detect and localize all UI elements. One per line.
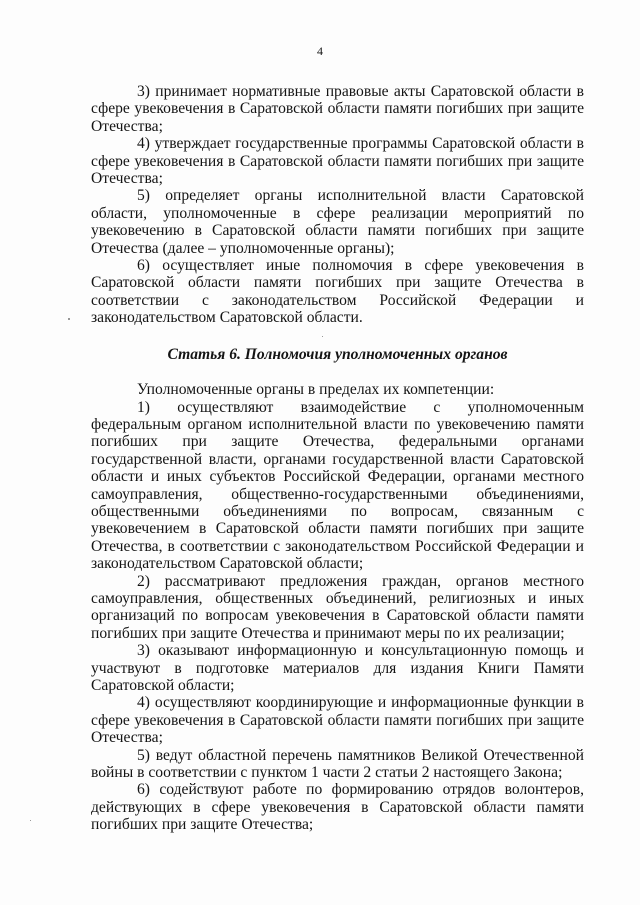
document-body [91, 83, 584, 834]
paragraph-powers-6: 6) осуществляет иные полномочия в сфере увековечения в Саратовской области памяти погибших при защите Отечества в соответствии с законодательством Российской Федерации и законодательством Саратовской области. [91, 257, 584, 327]
article-6-item-1: 1) осуществляют взаимодействие с уполномоченным федеральным органом исполнительной власти по увековечению памяти погибших при защите Отечества, федеральными органами государственной власти, органами государственной власти Саратовской области и иных субъектов Российской Федерации, органами местного самоуправления, общественно-государственными объединениями, общественными объединениями по вопросам, связанным с увековечением в Саратовской области памяти погибших при защите Отечества, в соответствии с законодательством Российской Федерации и законодательством Саратовской области; [91, 398, 584, 573]
article-6-intro: Уполномоченные органы в пределах их компетенции: [137, 381, 495, 399]
article-6-heading: Статья 6. Полномочия уполномоченных органов [167, 345, 508, 363]
paragraph-powers-5: 5) определяет органы исполнительной власти Саратовской области, уполномоченные в сфере реализации мероприятий по увековечению в Саратовской области памяти погибших при защите Отечества (далее – уполномоченные органы); [91, 187, 584, 257]
article-6-item-5: 5) ведут областной перечень памятников Великой Отечественной войны в соответствии с пунктом 1 части 2 статьи 2 настоящего Закона; [91, 746, 584, 782]
page-number: 4 [317, 44, 323, 58]
scan-speck [322, 336, 323, 337]
scan-speck [68, 318, 70, 320]
paragraph-powers-3: 3) принимает нормативные правовые акты Саратовской области в сфере увековечения в Саратовской области памяти погибших при защите Отечества; [91, 83, 584, 135]
scan-speck [30, 820, 31, 821]
paragraph-powers-4: 4) утверждает государственные программы Саратовской области в сфере увековечения в Саратовской области памяти погибших при защите Отечества; [91, 135, 584, 188]
article-6-item-4: 4) осуществляют координирующие и информационные функции в сфере увековечения в Саратовской области памяти погибших при защите Отечества; [91, 694, 584, 747]
article-6-item-2: 2) рассматривают предложения граждан, органов местного самоуправления, общественных объединений, религиозных и иных организаций по вопросам увековечения в Саратовской области памяти погибших при защите Отечества и принимают меры по их реализации; [91, 572, 584, 642]
article-6-item-6: 6) содействуют работе по формированию отрядов волонтеров, действующих в сфере увековечения в Саратовской области памяти погибших при защите Отечества; [91, 781, 584, 834]
article-6-item-3: 3) оказывают информационную и консультационную помощь и участвуют в подготовке материалов для издания Книги Памяти Саратовской области; [91, 642, 584, 694]
